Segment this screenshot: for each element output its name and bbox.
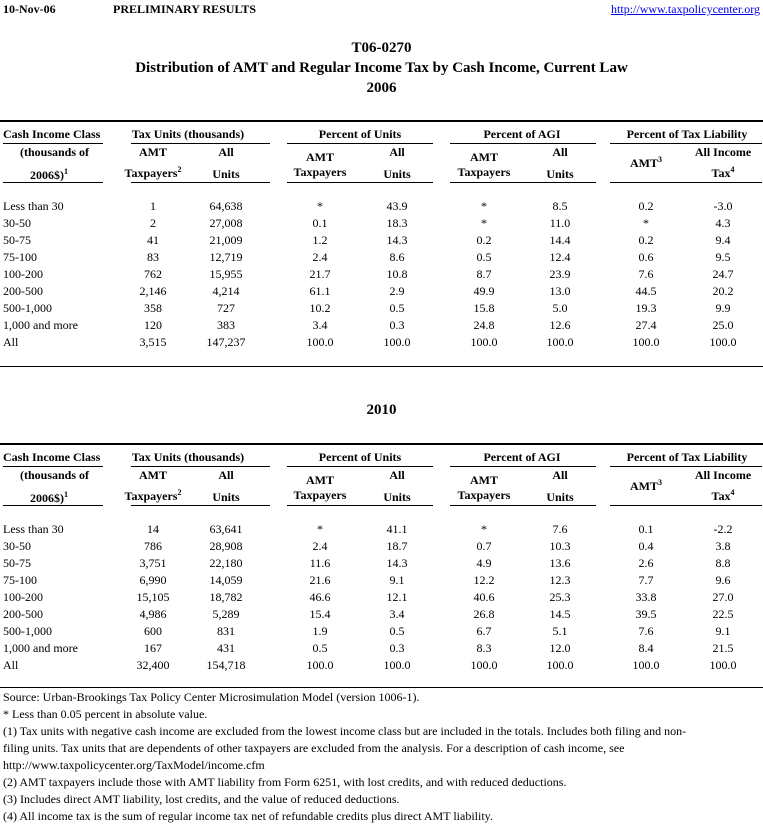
- row-label: 100-200: [3, 590, 43, 604]
- header-bottom-rule: [131, 182, 270, 183]
- table-cell: 83: [147, 250, 159, 264]
- table-cell: 14.3: [386, 233, 408, 247]
- table-cell: 100.0: [306, 335, 334, 349]
- table-cell: 0.5: [476, 250, 492, 264]
- table-cell: 0.5: [312, 641, 328, 655]
- header-underline: [450, 466, 596, 467]
- cash-income-class-unit: 2006$): [30, 491, 64, 505]
- table-cell: 12.1: [386, 590, 408, 604]
- footnote-marker-4: 4: [730, 488, 735, 497]
- pct-agi-amt-header-line2: Taxpayers: [457, 488, 511, 502]
- table-cell: 21.7: [309, 267, 331, 281]
- cash-income-class-unit: 2006$): [30, 168, 64, 182]
- table-cell: 100.0: [306, 658, 334, 672]
- table-cell: 7.6: [638, 267, 654, 281]
- table-cell: 8.4: [638, 641, 654, 655]
- table-cell: 9.5: [715, 250, 731, 264]
- table-cell: 4,214: [212, 284, 240, 298]
- amt-taxpayers-header: AMT: [139, 468, 167, 482]
- table-cell: 20.2: [712, 284, 734, 298]
- table-cell: 2.9: [389, 284, 405, 298]
- table-cell: 2.6: [638, 556, 654, 570]
- all-income-tax-header-line2: [678, 165, 763, 181]
- table-cell: 21.6: [309, 573, 331, 587]
- table-cell: *: [481, 199, 487, 213]
- table-cell: 14.5: [549, 607, 571, 621]
- header-bottom-rule: [287, 182, 433, 183]
- table-cell: 12.3: [549, 573, 571, 587]
- table-cell: 0.4: [638, 539, 654, 553]
- table-cell: 762: [144, 267, 162, 281]
- table-cell: 18.7: [386, 539, 408, 553]
- amt-taxpayers-label: Taxpayers: [124, 166, 178, 180]
- year-heading-2010: 2010: [366, 402, 397, 418]
- table-cell: 41: [147, 233, 159, 247]
- header-bottom-rule: [3, 182, 103, 183]
- table-cell: 0.3: [389, 318, 405, 332]
- table-cell: 7.6: [638, 624, 654, 638]
- footnote-marker-2: 2: [177, 165, 182, 174]
- table-cell: 27,008: [209, 216, 243, 230]
- footnote-3: (3) Includes direct AMT liability, lost credits, and the value of reduced deductions.: [3, 792, 400, 806]
- table-cell: 0.3: [389, 641, 405, 655]
- pct-agi-amt-header-line2: Taxpayers: [457, 165, 511, 179]
- table-cell: 10.8: [386, 267, 408, 281]
- table-cell: 147,237: [206, 335, 246, 349]
- table-cell: 46.6: [309, 590, 331, 604]
- percent-of-units-header: Percent of Units: [318, 127, 402, 141]
- footnote-marker-1: 1: [64, 167, 68, 176]
- table-cell: 383: [217, 318, 235, 332]
- report-date: 10-Nov-06: [3, 2, 56, 16]
- cash-income-class-header-line2: (thousands of: [20, 145, 90, 159]
- table-cell: 8.6: [389, 250, 405, 264]
- table-cell: 24.7: [712, 267, 734, 281]
- table-cell: 25.0: [712, 318, 734, 332]
- footnote-marker-3: 3: [658, 478, 662, 487]
- header-bottom-rule: [610, 505, 762, 506]
- header-bottom-rule: [450, 182, 596, 183]
- table-cell: 0.2: [638, 199, 654, 213]
- table-cell: 100.0: [383, 658, 411, 672]
- header-underline: [610, 143, 762, 144]
- table-cell: 786: [144, 539, 162, 553]
- row-label: All: [3, 658, 19, 672]
- percent-of-tax-liability-header: Percent of Tax Liability: [626, 450, 748, 464]
- table-cell: 358: [144, 301, 162, 315]
- header-bottom-rule: [450, 505, 596, 506]
- table-cell: 1.9: [312, 624, 328, 638]
- table-cell: 3,751: [139, 556, 167, 570]
- table-cell: 100.0: [546, 658, 574, 672]
- row-label: 100-200: [3, 267, 43, 281]
- row-label: All: [3, 335, 19, 349]
- table-cell: 7.6: [552, 522, 568, 536]
- liability-amt-label: AMT: [630, 156, 658, 170]
- table-cell: 21,009: [209, 233, 243, 247]
- pct-units-all-header-line2: Units: [383, 167, 411, 181]
- header-bottom-rule: [131, 505, 270, 506]
- table-top-rule: [0, 120, 763, 122]
- table-cell: 13.6: [549, 556, 571, 570]
- pct-agi-all-header: All: [552, 145, 568, 159]
- liability-amt-header: [606, 155, 686, 171]
- table-cell: 12.4: [549, 250, 571, 264]
- table-cell: 0.1: [312, 216, 328, 230]
- footnote-2: (2) AMT taxpayers include those with AMT liability from Form 6251, with lost credits, and with reduced deductions.: [3, 775, 567, 789]
- table-cell: 63,641: [209, 522, 243, 536]
- row-label: 75-100: [3, 250, 37, 264]
- table-cell: 4,986: [139, 607, 167, 621]
- all-income-tax-header: All Income: [694, 145, 752, 159]
- table-cell: 44.5: [635, 284, 657, 298]
- table-cell: 3,515: [139, 335, 167, 349]
- table-cell: 43.9: [386, 199, 408, 213]
- table-cell: 28,908: [209, 539, 243, 553]
- table-cell: *: [317, 199, 323, 213]
- footnote-marker-1: 1: [64, 490, 68, 499]
- document-title: Distribution of AMT and Regular Income Tax by Cash Income, Current Law: [135, 60, 628, 76]
- table-cell: 9.1: [389, 573, 405, 587]
- table-cell: 8.5: [552, 199, 568, 213]
- table-cell: 5.0: [552, 301, 568, 315]
- row-label: 30-50: [3, 216, 31, 230]
- table-cell: 21.5: [712, 641, 734, 655]
- table-cell: 26.8: [473, 607, 495, 621]
- table-bottom-rule: [0, 366, 763, 367]
- liability-amt-label: AMT: [630, 479, 658, 493]
- table-cell: 18.3: [386, 216, 408, 230]
- table-cell: 100.0: [632, 658, 660, 672]
- header-underline: [3, 143, 103, 144]
- table-top-rule: [0, 443, 763, 445]
- header-underline: [3, 466, 103, 467]
- table-cell: 25.3: [549, 590, 571, 604]
- table-cell: 11.0: [549, 216, 571, 230]
- table-cell: 64,638: [209, 199, 243, 213]
- percent-of-units-header: Percent of Units: [318, 450, 402, 464]
- table-cell: 12.2: [473, 573, 495, 587]
- row-label: 200-500: [3, 607, 43, 621]
- table-cell: 9.1: [715, 624, 731, 638]
- table-cell: 9.4: [715, 233, 731, 247]
- table-cell: 22,180: [209, 556, 243, 570]
- table-cell: 14.3: [386, 556, 408, 570]
- table-cell: 27.4: [635, 318, 657, 332]
- table-cell: 18,782: [209, 590, 243, 604]
- footnote-1-url: http://www.taxpolicycenter.org/TaxModel/income.cfm: [3, 758, 265, 772]
- footnote-marker-3: 3: [658, 155, 662, 164]
- table-cell: 2.4: [312, 539, 328, 553]
- table-cell: 8.3: [476, 641, 492, 655]
- pct-units-all-header: All: [389, 145, 405, 159]
- table-cell: 3.8: [715, 539, 731, 553]
- table-cell: 5,289: [212, 607, 240, 621]
- percent-of-tax-liability-header: Percent of Tax Liability: [626, 127, 748, 141]
- table-cell: 11.6: [309, 556, 331, 570]
- pct-units-all-header-line2: Units: [383, 490, 411, 504]
- table-cell: 1.2: [312, 233, 328, 247]
- table-cell: 0.6: [638, 250, 654, 264]
- row-label: Less than 30: [3, 199, 64, 213]
- cash-income-class-header-line3: [30, 167, 68, 183]
- table-cell: 12.0: [549, 641, 571, 655]
- table-cell: *: [643, 216, 649, 230]
- header-underline: [131, 466, 270, 467]
- tax-units-header: Tax Units (thousands): [131, 450, 245, 464]
- table-cell: 49.9: [473, 284, 495, 298]
- table-cell: 0.5: [389, 301, 405, 315]
- all-income-tax-label: Tax: [711, 166, 731, 180]
- pct-units-amt-header-line2: Taxpayers: [293, 165, 347, 179]
- table-cell: 3.4: [312, 318, 328, 332]
- row-label: 50-75: [3, 556, 31, 570]
- cash-income-class-header-line3: [30, 490, 68, 506]
- all-units-header-line2: Units: [212, 490, 240, 504]
- pct-agi-all-header-line2: Units: [546, 167, 574, 181]
- table-cell: 100.0: [632, 335, 660, 349]
- table-cell: 24.8: [473, 318, 495, 332]
- table-cell: 15.4: [309, 607, 331, 621]
- table-cell: 0.7: [476, 539, 492, 553]
- header-bottom-rule: [287, 505, 433, 506]
- table-cell: *: [481, 522, 487, 536]
- table-cell: 9.6: [715, 573, 731, 587]
- all-units-header-line2: Units: [212, 167, 240, 181]
- table-cell: 100.0: [709, 335, 737, 349]
- row-label: 75-100: [3, 573, 37, 587]
- all-units-header: All: [218, 468, 234, 482]
- pct-agi-amt-header: AMT: [470, 150, 498, 164]
- table-cell: 6.7: [476, 624, 492, 638]
- table-cell: 600: [144, 624, 162, 638]
- table-cell: 39.5: [635, 607, 657, 621]
- table-cell: 15,955: [209, 267, 243, 281]
- header-underline: [131, 143, 270, 144]
- source-note: Source: Urban-Brookings Tax Policy Center Microsimulation Model (version 1006-1).: [3, 690, 420, 704]
- row-label: 500-1,000: [3, 301, 52, 315]
- footnote-4: (4) All income tax is the sum of regular income tax net of refundable credits plus direct AMT liability.: [3, 809, 493, 823]
- table-cell: 5.1: [552, 624, 568, 638]
- table-cell: 15,105: [136, 590, 170, 604]
- row-label: 1,000 and more: [3, 318, 78, 332]
- table-cell: 22.5: [712, 607, 734, 621]
- row-label: 200-500: [3, 284, 43, 298]
- header-underline: [287, 143, 433, 144]
- year-heading-2006: 2006: [366, 80, 397, 96]
- table-cell: *: [481, 216, 487, 230]
- amt-taxpayers-label: Taxpayers: [124, 489, 178, 503]
- table-cell: 14.4: [549, 233, 571, 247]
- row-label: 30-50: [3, 539, 31, 553]
- table-cell: 100.0: [709, 658, 737, 672]
- table-cell: -2.2: [713, 522, 733, 536]
- table-cell: 14: [147, 522, 159, 536]
- table-cell: 33.8: [635, 590, 657, 604]
- table-cell: 2: [150, 216, 156, 230]
- table-cell: -3.0: [713, 199, 733, 213]
- table-cell: 9.9: [715, 301, 731, 315]
- preliminary-label: PRELIMINARY RESULTS: [113, 2, 257, 16]
- table-cell: 100.0: [546, 335, 574, 349]
- row-label: 500-1,000: [3, 624, 52, 638]
- row-label: 1,000 and more: [3, 641, 78, 655]
- table-cell: 15.8: [473, 301, 495, 315]
- header-bottom-rule: [3, 505, 103, 506]
- table-cell: 431: [217, 641, 235, 655]
- table-cell: 8.8: [715, 556, 731, 570]
- table-cell: 23.9: [549, 267, 571, 281]
- table-cell: 0.5: [389, 624, 405, 638]
- all-income-tax-header-line2: [678, 488, 763, 504]
- table-cell: 0.1: [638, 522, 654, 536]
- row-label: 50-75: [3, 233, 31, 247]
- pct-units-amt-header-line2: Taxpayers: [293, 488, 347, 502]
- header-underline: [287, 466, 433, 467]
- tpc-website-link[interactable]: http://www.taxpolicycenter.org: [611, 2, 760, 16]
- table-cell: 41.1: [386, 522, 408, 536]
- header-underline: [450, 143, 596, 144]
- table-cell: 32,400: [136, 658, 170, 672]
- table-cell: 12,719: [209, 250, 243, 264]
- table-cell: 19.3: [635, 301, 657, 315]
- table-cell: 7.7: [638, 573, 654, 587]
- table-bottom-rule: [0, 687, 763, 688]
- row-label: Less than 30: [3, 522, 64, 536]
- cash-income-class-header-line2: (thousands of: [20, 468, 90, 482]
- table-cell: 4.3: [715, 216, 731, 230]
- pct-agi-all-header-line2: Units: [546, 490, 574, 504]
- pct-agi-all-header: All: [552, 468, 568, 482]
- header-underline: [610, 466, 762, 467]
- table-cell: 831: [217, 624, 235, 638]
- liability-amt-header: [606, 478, 686, 494]
- table-cell: 100.0: [383, 335, 411, 349]
- tax-units-header: Tax Units (thousands): [131, 127, 245, 141]
- table-cell: 27.0: [712, 590, 734, 604]
- pct-units-all-header: All: [389, 468, 405, 482]
- table-cell: 2.4: [312, 250, 328, 264]
- footnote-1-cont: filing units. Tax units that are dependents of other taxpayers are excluded from the analysis. For a description of cash income, see: [3, 741, 625, 755]
- table-cell: 167: [144, 641, 162, 655]
- table-cell: 3.4: [389, 607, 405, 621]
- table-cell: 100.0: [470, 658, 498, 672]
- all-units-header: All: [218, 145, 234, 159]
- amt-taxpayers-header-line2: [108, 165, 198, 181]
- footnote-marker-2: 2: [177, 488, 182, 497]
- footnote-asterisk: * Less than 0.05 percent in absolute value.: [3, 707, 208, 721]
- table-cell: 10.2: [309, 301, 331, 315]
- cash-income-class-header: Cash Income Class: [3, 127, 101, 141]
- table-cell: 120: [144, 318, 162, 332]
- table-cell: 8.7: [476, 267, 492, 281]
- header-bottom-rule: [610, 182, 762, 183]
- table-cell: *: [317, 522, 323, 536]
- table-cell: 727: [217, 301, 235, 315]
- table-cell: 14,059: [209, 573, 243, 587]
- amt-taxpayers-header: AMT: [139, 145, 167, 159]
- table-cell: 40.6: [473, 590, 495, 604]
- table-cell: 12.6: [549, 318, 571, 332]
- table-cell: 100.0: [470, 335, 498, 349]
- table-cell: 10.3: [549, 539, 571, 553]
- table-cell: 13.0: [549, 284, 571, 298]
- table-cell: 0.2: [476, 233, 492, 247]
- percent-of-agi-header: Percent of AGI: [483, 450, 561, 464]
- percent-of-agi-header: Percent of AGI: [483, 127, 561, 141]
- table-cell: 1: [150, 199, 156, 213]
- table-cell: 0.2: [638, 233, 654, 247]
- pct-agi-amt-header: AMT: [470, 473, 498, 487]
- table-cell: 61.1: [309, 284, 331, 298]
- table-cell: 4.9: [476, 556, 492, 570]
- table-cell: 154,718: [206, 658, 246, 672]
- all-income-tax-label: Tax: [711, 489, 731, 503]
- pct-units-amt-header: AMT: [306, 150, 334, 164]
- table-cell: 2,146: [139, 284, 167, 298]
- all-income-tax-header: All Income: [694, 468, 752, 482]
- footnote-marker-4: 4: [730, 165, 735, 174]
- pct-units-amt-header: AMT: [306, 473, 334, 487]
- footnote-1: (1) Tax units with negative cash income are excluded from the lowest income class but are included in the totals. Includes both filing and non-: [3, 724, 687, 738]
- amt-taxpayers-header-line2: [108, 488, 198, 504]
- table-cell: 6,990: [139, 573, 167, 587]
- table-id: T06-0270: [351, 40, 412, 56]
- cash-income-class-header: Cash Income Class: [3, 450, 101, 464]
